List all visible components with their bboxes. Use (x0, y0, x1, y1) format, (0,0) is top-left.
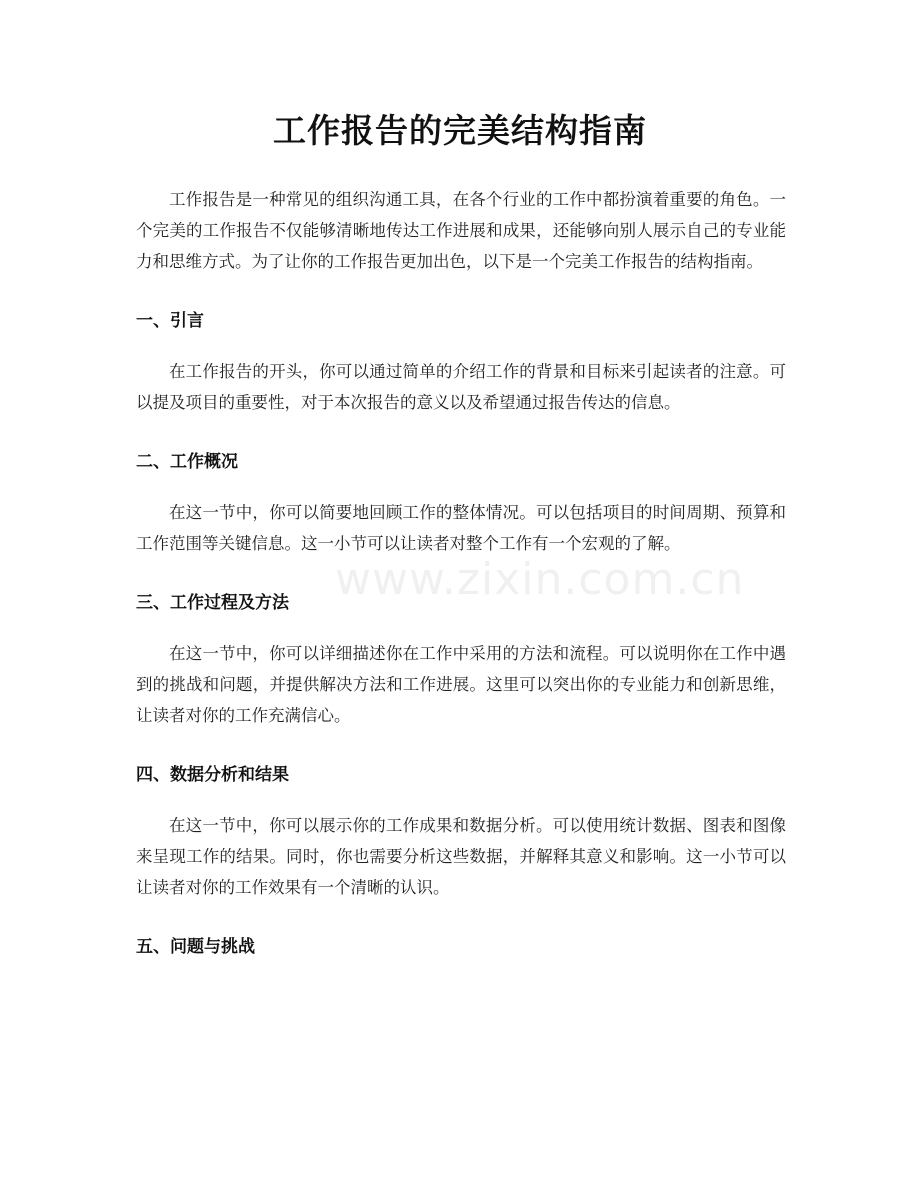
section-body-process: 在这一节中，你可以详细描述你在工作中采用的方法和流程。可以说明你在工作中遇到的挑战和问题，并提供解决方法和工作进展。这里可以突出你的专业能力和创新思维，让读者对你的工作充满信心。 (136, 644, 786, 725)
document-body (136, 184, 786, 962)
section-heading-overview: 二、工作概况 (136, 452, 238, 472)
intro-paragraph: 工作报告是一种常见的组织沟通工具，在各个行业的工作中都扮演着重要的角色。一个完美的工作报告不仅能够清晰地传达工作进展和成果，还能够向别人展示自己的专业能力和思维方式。为了让你的工作报告更加出色，以下是一个完美工作报告的结构指南。 (136, 190, 786, 271)
section-heading-process: 三、工作过程及方法 (136, 593, 289, 613)
document-title: 工作报告的完美结构指南 (273, 111, 647, 150)
section-heading-analysis: 四、数据分析和结果 (136, 765, 289, 785)
section-body-overview: 在这一节中，你可以简要地回顾工作的整体情况。可以包括项目的时间周期、预算和工作范围等关键信息。这一小节可以让读者对整个工作有一个宏观的了解。 (136, 503, 786, 553)
section-body-analysis: 在这一节中，你可以展示你的工作成果和数据分析。可以使用统计数据、图表和图像来呈现工作的结果。同时，你也需要分析这些数据，并解释其意义和影响。这一小节可以让读者对你的工作效果有一个清晰的认识。 (136, 816, 786, 897)
section-heading-introduction: 一、引言 (136, 311, 204, 331)
section-body-introduction: 在工作报告的开头，你可以通过简单的介绍工作的背景和目标来引起读者的注意。可以提及项目的重要性，对于本次报告的意义以及希望通过报告传达的信息。 (136, 362, 786, 412)
section-heading-challenges: 五、问题与挑战 (136, 937, 255, 957)
watermark-text: www.zixin.com.cn (335, 554, 745, 605)
